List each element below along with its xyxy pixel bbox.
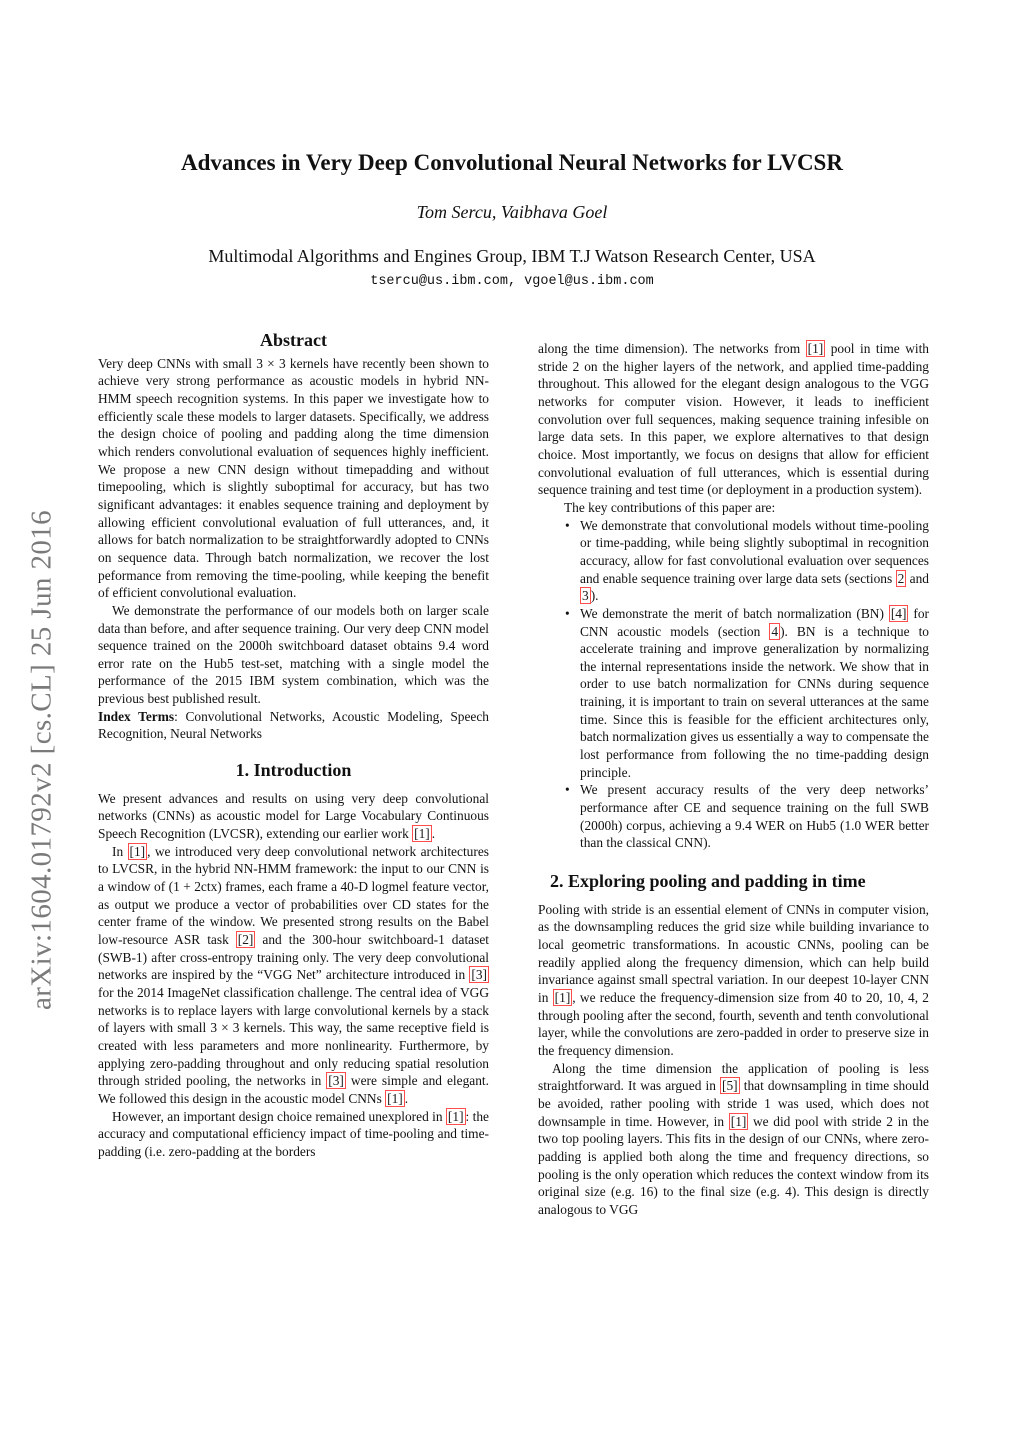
citation-link[interactable]: [1] [554, 989, 571, 1005]
citation-link[interactable]: [1] [387, 1090, 403, 1106]
abstract-paragraph-1: Very deep CNNs with small 3 × 3 kernels have recently been shown to achieve very strong performance as acoustic models in hybrid NN-HMM speech recognition systems. In this paper we investigate how to efficiently scale these models to larger datasets. Specifically, we address the design choice of pooling and padding along the time dimension which renders convolutional evaluation of sequences highly inefficient. We propose a new CNN design without timepadding and without timepooling, which is slightly suboptimal for accuracy, but has two significant advantages: it enables sequence training and deployment by allowing efficient convolutional evaluation of full utterances, and, it allows for batch normalization to be straightforwardly adopted to CNNs on sequence data. Through batch normalization, we recover the lost peformance from removing the time-pooling, while keeping the benefit of efficient convolutional evaluation. [98, 355, 489, 601]
section-2-paragraph-2: Along the time dimension the application of pooling is less straightforward. It was argued in [5] that downsampling in time should be avoided, rather pooling with stride 1 was used, which does not downsample in time. However, in [1] we did pool with stride 2 in the two top pooling layers. This fits in the design of our CNNs, where zero-padding is applied both along the time and frequency directions, so pooling is the only operation which reduces the context window from its original size (e.g. 16) to the final size (e.g. 4). This design is directly analogous to VGG [538, 1060, 929, 1217]
intro-paragraph-2: In [1] , we introduced very deep convolutional network architectures to LVCSR, in the hybrid NN-HMM framework: the input to our CNN is a window of (1 + 2ctx) frames, each frame a 40-D logmel feature vector, as output we produce a vector of probabilities over CD states for the center frame of the window. We presented strong results on the Babel low-resource ASR task [2] and the 300-hour switchboard-1 dataset (SWB-1) after cross-entropy training only. The very deep convolutional networks are inspired by the “VGG Net” architecture introduced in [3] for the 2014 ImageNet classification challenge. The central idea of VGG networks is to replace layers with large convolutional kernels by a stack of layers with small 3 × 3 kernels. This way, the same receptive field is created with less parameters and more nonlinearity. Furthermore, by applying zero-padding throughout and only reducing spatial resolution through strided pooling, the networks in [3] were simple and elegant. We followed this design in the acoustic model CNNs [1] . [98, 843, 489, 1106]
contributions-intro: The key contributions of this paper are: [564, 499, 776, 515]
contributions-list [538, 517, 929, 852]
author-emails: tsercu@us.ibm.com, vgoel@us.ibm.com [370, 274, 654, 289]
right-paragraph-1: along the time dimension). The networks from [1] pool in time with stride 2 on the higher layers of the network, and applied time-padding throughout. This allowed for the elegant design analogous to the VGG networks for computer vision. However, it leads to inefficient convolution over full sequences, making sequence training infesible on large data sets. In this paper, we explore alternatives to that design choice. Most importantly, we focus on designs that allow for efficient convolutional evaluation of full utterances, which is essential during sequence training and test time (or deployment in a production system). [538, 341, 930, 498]
citation-link[interactable]: [1] [447, 1108, 464, 1124]
intro-heading: 1. Introduction [235, 760, 352, 781]
citation-link[interactable]: [1] [730, 1113, 747, 1129]
citation-link[interactable]: [1] [807, 341, 824, 356]
citation-link[interactable]: [5] [722, 1078, 738, 1094]
abstract-heading: Abstract [260, 330, 327, 350]
list-item: • We present accuracy results of the very deep networks’ performance after CE and sequence training on the full SWB (2000h) corpus, achieving a 9.4 WER on Hub5 (1.0 WER better than the classical CNN). [538, 781, 929, 852]
index-terms-label: Index Terms [98, 708, 175, 724]
citation-link[interactable]: [1] [414, 826, 430, 842]
list-item: • We demonstrate that convolutional models without time-pooling or time-padding, while being slightly suboptimal in recognition accuracy, allow for fast convolutional evaluation over sequences and enable sequence training over large data sets (sections 2 and 3 ). [538, 517, 929, 605]
index-terms [98, 708, 489, 743]
paper-authors: Tom Sercu, Vaibhava Goel [416, 202, 608, 222]
section-link[interactable]: 4 [771, 623, 779, 639]
section-2-paragraph-1: Pooling with stride is an essential element of CNNs in computer vision, as the downsampling reduces the grid size while building invariance to local geometric transformations. In acoustic CNNs, pooling can be readily applied along the frequency dimension, which can help build invariance against small spectral variation. In our deepest 10-layer CNN in [1] , we reduce the frequency-dimension size from 40 to 20, 10, 4, 2 through pooling after the second, fourth, seventh and tenth convolutional layer, while the convolutions are zero-padded in order to preserve size in the frequency dimension. [538, 901, 929, 1058]
index-terms-text: : Convolutional Networks, Acoustic Modeling, Speech Recognition, Neural Networks [98, 708, 489, 742]
right-column [538, 340, 929, 1219]
abstract-paragraph-2: We demonstrate the performance of our models both on larger scale data than before, and after sequence training. Our very deep CNN model sequence trained on the 2000h switchboard dataset obtains 9.4 word error rate on the Hub5 test-set, matching with a single model the performance of the 2015 IBM system combination, which was the previous best published result. [98, 602, 489, 707]
intro-paragraph-3: However, an important design choice remained unexplored in [1] : the accuracy and computational efficiency impact of time-pooling and time-padding (i.e. zero-padding at the borders [98, 1108, 489, 1159]
left-column [98, 330, 489, 1161]
citation-link[interactable]: [3] [328, 1073, 344, 1089]
intro-paragraph-1: We present advances and results on using very deep convolutional networks (CNNs) as acoustic model for Large Vocabulary Continuous Speech Recognition (LVCSR), extending our earlier work [1] . [98, 790, 489, 842]
arxiv-identifier[interactable]: arXiv:1604.01792v2 [cs.CL] 25 Jun 2016 [25, 509, 58, 1011]
section-2-heading: 2. Exploring pooling and padding in time [550, 871, 866, 892]
paper-affiliation: Multimodal Algorithms and Engines Group, IBM T.J Watson Research Center, USA [208, 246, 816, 266]
citation-link[interactable]: [2] [237, 932, 254, 947]
paper-title: Advances in Very Deep Convolutional Neural Networks for LVCSR [181, 150, 843, 175]
citation-link[interactable]: [4] [890, 605, 907, 621]
section-link[interactable]: 3 [582, 588, 589, 604]
section-link[interactable]: 2 [897, 570, 905, 586]
list-item: • We demonstrate the merit of batch normalization (BN) [4] for CNN acoustic models (section 4 ). BN is a technique to accelerate training and improve generalization by normalizing the internal representations inside the network. We show that in order to use batch normalization for CNNs during sequence training, it is important to train on several utterances at the same time. Since this is feasible for the efficient architectures only, batch normalization gives us essentially a way to compensate the lost performance from following the no time-padding design principle. [538, 605, 929, 782]
arxiv-stamp [12, 460, 72, 1060]
citation-link[interactable]: [1] [129, 843, 146, 859]
citation-link[interactable]: [3] [471, 967, 487, 983]
